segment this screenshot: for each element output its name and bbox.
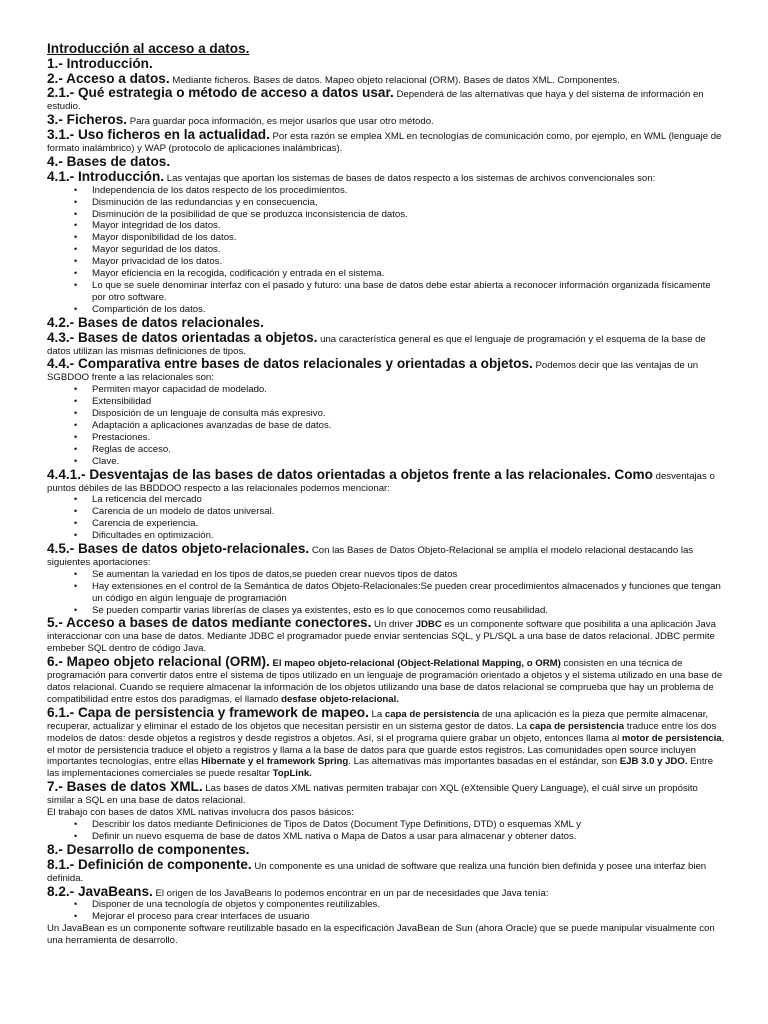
section-4-3-heading: 4.3.- Bases de datos orientadas a objetos.: [47, 329, 318, 345]
section-1: [47, 57, 725, 72]
section-5-bold: JDBC: [415, 619, 442, 631]
section-7-text-2: El trabajo con bases de datos XML nativas involucra dos pasos básicos:: [47, 807, 354, 819]
list-item: • Carencia de un modelo de datos universal.: [92, 506, 725, 518]
section-3-heading: 3.- Ficheros.: [47, 112, 128, 128]
section-8: [47, 843, 725, 858]
section-6-heading: 6.- Mapeo objeto relacional (ORM).: [47, 654, 270, 670]
list-item: • Dificultades en optimización.: [92, 530, 725, 542]
section-2-1: [47, 86, 725, 113]
section-5-text: es un componente software que posibilita a una aplicación Java interaccionar con una base de datos. Mediante JDBC el programador puede enviar sentencias SQL, y PL/SQL a una base de datos relacional. JDBC permite embeber SQL dentro de código Java.: [47, 619, 716, 655]
section-7-text: Las bases de datos XML nativas permiten trabajar con XQL (eXtensible Query Language), el cuál sirve un propósito similar a SQL en una base de datos relacional.: [47, 783, 698, 807]
document-title: Introducción al acceso a datos.: [47, 41, 250, 56]
list-item: • Permiten mayor capacidad de modelado.: [92, 384, 725, 396]
section-8-2-heading: 8.2.- JavaBeans.: [47, 883, 153, 899]
section-3-1: [47, 128, 725, 155]
section-8-2-text: El origen de los JavaBeans lo podemos encontrar en un par de necesidades que Java tenía:: [155, 887, 549, 899]
section-5-heading: 5.- Acceso a bases de datos mediante conectores.: [47, 615, 372, 631]
section-4-1-text: Las ventajas que aportan los sistemas de bases de datos respecto a los sistemas de archivos convencionales son:: [166, 172, 656, 184]
section-5-text: Un driver: [374, 619, 413, 631]
list-item: • Mayor eficiencia en la recogida, codificación y entrada en el sistema.: [92, 268, 725, 280]
document-page: [47, 42, 725, 947]
section-3-1-text: Por esta razón se emplea XML en tecnologías de comunicación como, por ejemplo, en WML (lenguaje de formato inalámbrico) y WAP (protocolo de aplicaciones inalámbricas).: [47, 131, 722, 155]
list-item: • Disminución de las redundancias y en consecuencia,: [92, 197, 725, 209]
section-4-1-list: [47, 185, 725, 316]
section-6-1-bold: Hibernate y el framework Spring: [201, 756, 349, 768]
section-4-4-1-list: [47, 494, 725, 542]
section-6-1-text: , el motor de persistencia traduce el objeto a registros y llama a la base de datos para que guarde estos registros. Las comunidades open source incluyen importantes tecnologías, entre ellas: [47, 732, 725, 768]
section-4-5-heading: 4.5.- Bases de datos objeto-relacionales.: [47, 541, 310, 557]
section-4-1-heading: 4.1.- Introducción.: [47, 168, 165, 184]
list-item: • Prestaciones.: [92, 432, 725, 444]
section-6-1-bold: EJB 3.0 y JDO.: [619, 756, 688, 768]
list-item: • Se aumentan la variedad en los tipos de datos,se pueden crear nuevos tipos de datos: [92, 569, 725, 581]
section-7: [47, 780, 725, 807]
section-4-5-list: [47, 569, 725, 617]
list-item: • Carencia de experiencia.: [92, 518, 725, 530]
list-item: • Hay extensiones en el control de la Semántica de datos Objeto-Relacionales:Se pueden crear procedimientos almacenados y funciones que tengan un código en algún lenguaje de programación: [92, 581, 725, 605]
section-8-1: [47, 858, 725, 885]
list-item: • La reticencia del mercado: [92, 494, 725, 506]
list-item: • Se pueden compartir varias librerías de clases ya existentes, esto es lo que conocemos como reusabilidad.: [92, 605, 725, 617]
section-3: [47, 113, 725, 128]
list-item: • Adaptación a aplicaciones avanzadas de base de datos.: [92, 420, 725, 432]
section-2-1-heading: 2.1.- Qué estrategia o método de acceso a datos usar.: [47, 85, 394, 101]
section-4-heading: 4.- Bases de datos.: [47, 153, 171, 169]
section-4-4-1-text: desventajas o puntos débiles de las BBDDOO respecto a las relacionales podemos mencionar:: [47, 470, 715, 494]
list-item: • Mayor integridad de los datos.: [92, 220, 725, 232]
list-item: • Definir un nuevo esquema de base de datos XML nativa o Mapa de Datos a usar para almacenar y obtener datos.: [92, 831, 725, 843]
section-4-4-heading: 4.4.- Comparativa entre bases de datos relacionales y orientadas a objetos.: [47, 356, 533, 372]
section-8-1-heading: 8.1.- Definición de componente.: [47, 856, 252, 872]
list-item: • Independencia de los datos respecto de los procedimientos.: [92, 185, 725, 197]
section-8-heading: 8.- Desarrollo de componentes.: [47, 841, 250, 857]
section-8-2-text-2: Un JavaBean es un componente software reutilizable basado en la especificación JavaBean de Sun (ahora Oracle) que se puede manipular visualmente con una herramienta de desarrollo.: [47, 923, 715, 947]
section-6-1-bold: TopLink.: [272, 768, 312, 780]
section-4-3: [47, 331, 725, 358]
section-4-1: [47, 170, 725, 185]
section-4-3-text: una característica general es que el lenguaje de programación y el esquema de la base de datos utilizan las mismas definiciones de tipos.: [47, 333, 706, 357]
list-item: • Disponer de una tecnología de objetos y componentes reutilizables.: [92, 899, 725, 911]
section-6-1-text: . Las alternativas más importantes basadas en el estándar, son: [348, 756, 618, 768]
section-4-4-text: Podemos decir que las ventajas de un SGBDOO frente a las relacionales son:: [47, 360, 699, 384]
section-3-text: Para guardar poca información, es mejor usarlos que usar otro método.: [129, 116, 434, 128]
list-item: • Mayor disponibilidad de los datos.: [92, 232, 725, 244]
section-6-1-bold: capa de persistencia: [384, 708, 480, 720]
list-item: • Lo que se suele denominar interfaz con el pasado y futuro: una base de datos debe estar abierta a reconocer información organizada físicamente por otro software.: [92, 280, 725, 304]
section-6: [47, 655, 725, 706]
section-2-heading: 2.- Acceso a datos.: [47, 70, 170, 86]
list-item: • Disposición de un lenguaje de consulta más expresivo.: [92, 408, 725, 420]
section-4-2-heading: 4.2.- Bases de datos relacionales.: [47, 314, 264, 330]
list-item: • Clave.: [92, 456, 725, 468]
section-5: [47, 616, 725, 655]
section-4-5: [47, 542, 725, 569]
section-1-heading: 1.- Introducción.: [47, 55, 153, 71]
section-3-1-heading: 3.1.- Uso ficheros en la actualidad.: [47, 127, 270, 143]
section-6-bold: desfase objeto-relacional.: [281, 693, 399, 705]
section-6-1-text: Entre las implementaciones comerciales se puede resaltar: [47, 756, 714, 780]
section-4-2: [47, 316, 725, 331]
section-2: [47, 72, 725, 87]
section-4-4: [47, 357, 725, 384]
list-item: • Compartición de los datos.: [92, 304, 725, 316]
section-6-1-heading: 6.1.- Capa de persistencia y framework de mapeo.: [47, 704, 369, 720]
list-item: • Disminución de la posibilidad de que se produzca inconsistencia de datos.: [92, 209, 725, 221]
section-6-bold: El mapeo objeto-relacional (Object-Relational Mapping, o ORM): [272, 658, 561, 670]
list-item: • Extensibilidad: [92, 396, 725, 408]
section-6-1-text: La: [371, 708, 383, 720]
section-6-1-bold: motor de persistencia: [621, 732, 722, 744]
section-6-1-text: de una aplicación es la pieza que permite almacenar, recuperar, actualizar y eliminar el estado de los objetos que necesitan persistir en un sistema gestor de datos. La: [47, 708, 709, 732]
section-6-1-bold: capa de persistencia: [529, 720, 625, 732]
section-7-list: [47, 819, 725, 843]
section-8-1-text: Un componente es una unidad de software que realiza una función bien definida y posee una interfaz bien definida.: [47, 860, 707, 884]
section-8-2: [47, 885, 725, 900]
section-7-heading: 7.- Bases de datos XML.: [47, 779, 203, 795]
section-8-2-list: [47, 899, 725, 923]
section-6-1-text: traduce entre los dos modelos de datos: desde objetos a registros y desde registros a objetos. Así, si el programa quiere grabar un objeto, entonces llama al: [47, 720, 717, 744]
list-item: • Reglas de acceso.: [92, 444, 725, 456]
section-4-5-text: Con las Bases de Datos Objeto-Relacional se amplía el modelo relacional destacando las siguientes aportaciones:: [47, 545, 694, 568]
section-6-1: [47, 706, 725, 780]
section-4-4-1: [47, 468, 725, 495]
section-4-4-list: [47, 384, 725, 467]
section-6-text: consisten en una técnica de programación para convertir datos entre el sistema de tipos utilizado en un lenguaje de programación orientado a objetos y el sistema utilizado en una base de datos relacional. Cuando se requiere almacenar la información de los objetos utilizando una base de datos relacional se comprueba que hay un problema de compatibilidad entre estos dos paradigmas, el llamado: [47, 658, 723, 705]
section-2-text: Mediante ficheros. Bases de datos. Mapeo objeto relacional (ORM). Bases de datos XML. Componentes.: [172, 74, 620, 86]
section-4-4-1-heading: 4.4.1.- Desventajas de las bases de datos orientadas a objetos frente a las relacionales. Como: [47, 466, 653, 482]
list-item: • Mayor privacidad de los datos.: [92, 256, 725, 268]
list-item: • Mayor seguridad de los datos.: [92, 244, 725, 256]
section-2-1-text: Dependerá de las alternativas que haya y del sistema de información en estudio.: [47, 89, 704, 113]
list-item: • Describir los datos mediante Definiciones de Tipos de Datos (Document Type Definitions, DTD) o esquemas XML y: [92, 819, 725, 831]
section-4: [47, 155, 725, 170]
list-item: • Mejorar el proceso para crear interfaces de usuario: [92, 911, 725, 923]
